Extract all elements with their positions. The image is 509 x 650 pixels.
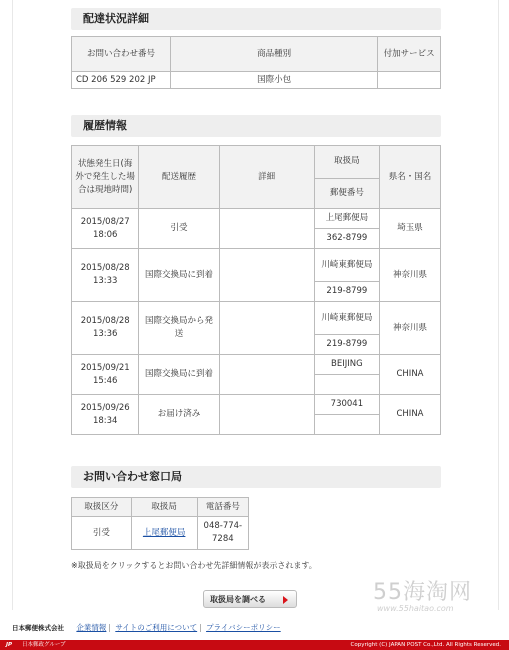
watermark-url: www.55haitao.com (377, 604, 454, 613)
header-postcode: 郵便番号 (314, 178, 379, 208)
history-row (72, 395, 441, 415)
contact-phone: 048-774-7284 (197, 517, 248, 550)
history-datetime (72, 302, 139, 355)
history-postcode: 362-8799 (314, 229, 379, 249)
contact-office-cell (131, 517, 197, 550)
history-detail (219, 209, 314, 249)
history-status: 国際交換局に到着 (139, 355, 219, 395)
history-detail (219, 355, 314, 395)
watermark-logo-text: 55海淘网 (373, 580, 472, 605)
delivery-detail-header-row (72, 37, 441, 72)
history-date: 2015/09/26 (80, 402, 130, 413)
history-status: お届け済み (139, 395, 219, 435)
contact-category: 引受 (72, 517, 132, 550)
footer-link-privacy[interactable]: プライバシーポリシー (206, 623, 281, 632)
footer-separator: | (108, 623, 111, 632)
footer-link-terms[interactable]: サイトのご利用について (115, 623, 198, 632)
header-region: 県名・国名 (380, 146, 441, 209)
history-detail (219, 395, 314, 435)
content-area (12, 0, 499, 613)
footer-links (12, 622, 281, 633)
contact-table (71, 497, 249, 550)
header-addon-service: 付加サービス (378, 37, 441, 72)
history-status: 国際交換局から発送 (139, 302, 219, 355)
history-date: 2015/08/28 (80, 316, 130, 326)
history-office: 730041 (314, 395, 379, 415)
history-status: 国際交換局に到着 (139, 249, 219, 302)
addon-service (378, 72, 441, 89)
history-datetime (72, 395, 139, 435)
history-detail (219, 302, 314, 355)
arrow-right-icon (283, 596, 288, 604)
history-header-row (72, 146, 441, 179)
history-postcode: 219-8799 (314, 282, 379, 302)
header-tracking-number: お問い合わせ番号 (72, 37, 171, 72)
history-region: 神奈川県 (380, 302, 441, 355)
contact-row (72, 517, 249, 550)
history-region: CHINA (380, 355, 441, 395)
search-office-button-label: 取扱局を調べる (210, 595, 266, 604)
history-office: 川崎東郵便局 (314, 302, 379, 335)
history-time: 15:46 (92, 375, 118, 386)
product-type: 国際小包 (170, 72, 377, 89)
history-row (72, 249, 441, 282)
footer-separator: | (199, 623, 202, 632)
history-status: 引受 (139, 209, 219, 249)
history-time: 18:34 (92, 415, 118, 426)
history-row (72, 302, 441, 335)
history-office: 上尾郵便局 (314, 209, 379, 229)
history-datetime (72, 249, 139, 302)
footer-copyright: Copyright (C) JAPAN POST Co.,Ltd. All Rights Reserved. (350, 642, 501, 648)
footer-link-corporate[interactable]: 企業情報 (76, 623, 107, 632)
history-time: 13:33 (92, 276, 118, 286)
delivery-detail-row (72, 72, 441, 89)
history-postcode (314, 415, 379, 435)
history-date: 2015/08/28 (80, 263, 130, 273)
header-category: 取扱区分 (72, 498, 132, 517)
history-office: 川崎東郵便局 (314, 249, 379, 282)
header-office: 取扱局 (314, 146, 379, 179)
header-detail: 詳細 (219, 146, 314, 209)
history-region: CHINA (380, 395, 441, 435)
jp-logo-icon: JP (6, 642, 13, 648)
history-time: 13:36 (92, 329, 118, 339)
contact-note: ※取扱局をクリックするとお問い合わせ先詳細情報が表示されます。 (71, 561, 317, 570)
header-status: 配送履歴 (139, 146, 219, 209)
history-time: 18:06 (92, 229, 118, 240)
history-detail (219, 249, 314, 302)
header-product-type: 商品種別 (170, 37, 377, 72)
footer-bar (0, 640, 509, 650)
history-date: 2015/09/21 (80, 362, 130, 373)
history-row (72, 209, 441, 229)
header-phone: 電話番号 (197, 498, 248, 517)
section-title-contact: お問い合わせ窓口局 (71, 466, 441, 488)
history-region: 埼玉県 (380, 209, 441, 249)
history-datetime (72, 209, 139, 249)
tracking-number: CD 206 529 202 JP (72, 72, 171, 89)
watermark (373, 582, 472, 614)
delivery-detail-table (71, 36, 441, 89)
contact-office-link[interactable]: 上尾郵便局 (142, 527, 186, 538)
history-row (72, 355, 441, 375)
history-datetime (72, 355, 139, 395)
search-office-button[interactable] (203, 590, 297, 608)
section-title-delivery-detail: 配達状況詳細 (71, 8, 441, 30)
history-office: BEIJING (314, 355, 379, 375)
history-region: 神奈川県 (380, 249, 441, 302)
footer-group-name: 日本郵政グループ (22, 642, 66, 648)
history-date: 2015/08/27 (80, 216, 130, 227)
history-postcode (314, 375, 379, 395)
section-title-history: 履歴情報 (71, 115, 441, 137)
header-date: 状態発生日(海外で発生した場合は現地時間) (72, 146, 139, 209)
header-contact-office: 取扱局 (131, 498, 197, 517)
history-postcode: 219-8799 (314, 335, 379, 355)
footer-company-name: 日本郵便株式会社 (12, 624, 64, 632)
contact-header-row (72, 498, 249, 517)
history-table (71, 145, 441, 435)
